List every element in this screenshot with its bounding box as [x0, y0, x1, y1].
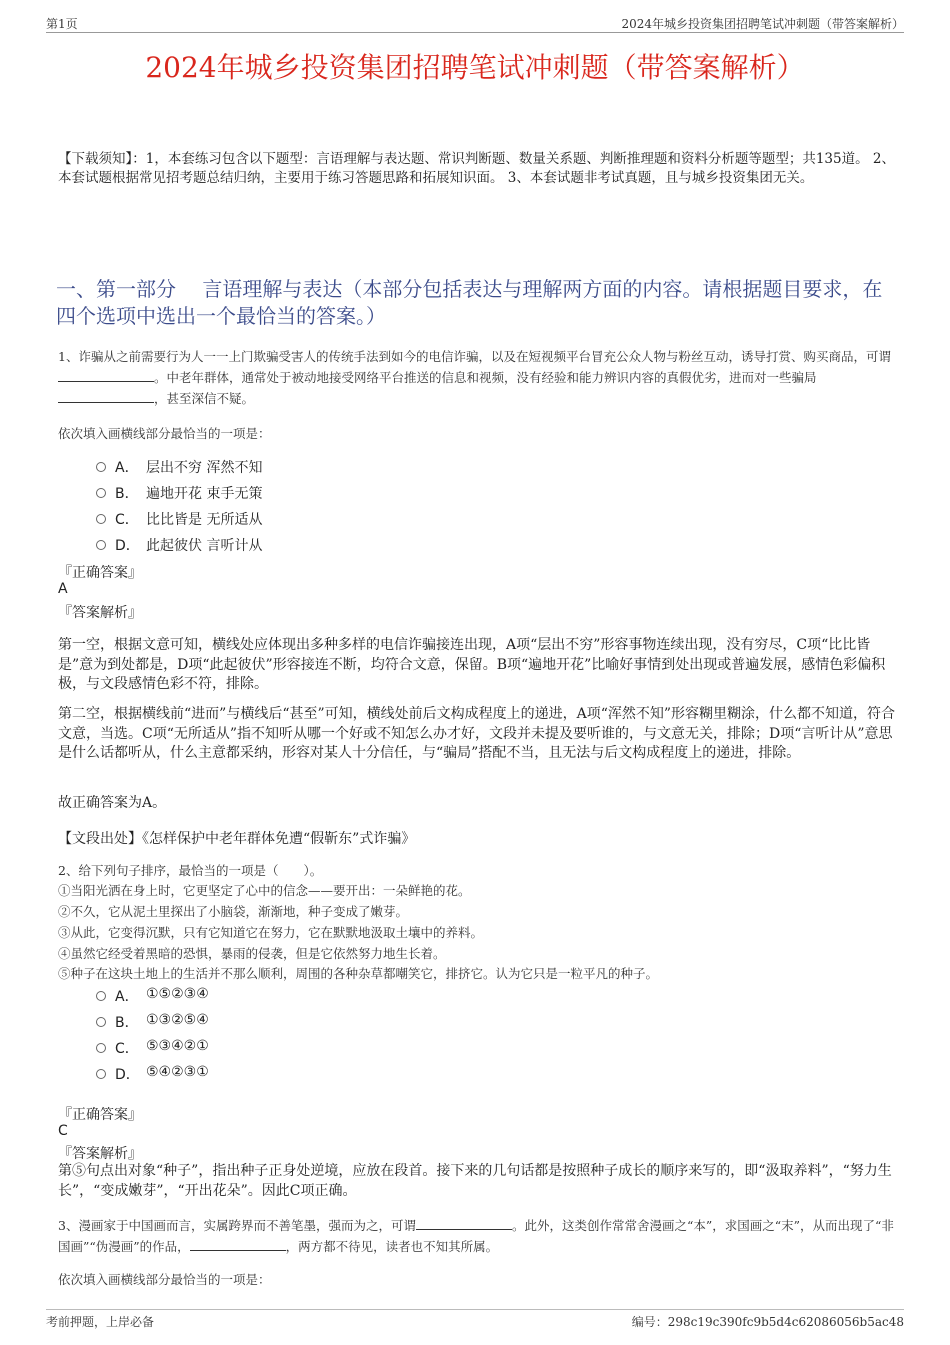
q3-blank-1 [416, 1217, 512, 1230]
option-text: ①③②⑤④ [146, 1012, 209, 1028]
document-title: 2024年城乡投资集团招聘笔试冲刺题（带答案解析） [145, 51, 805, 84]
q1-analysis-label: 『答案解析』 [58, 605, 142, 621]
radio-icon[interactable] [96, 991, 106, 1001]
q2-sentence-5: ⑤种子在这块土地上的生活并不那么顺利，周围的各种杂草都嘲笑它，排挤它。认为它只是一粒平凡的种子。 [58, 966, 659, 981]
q1-analysis-paragraph-2: 第二空，根据横线前“进而”与横线后“甚至”可知，横线处前后文构成程度上的递进，A项“浑然不知”形容糊里糊涂，什么都不知道，符合文意，当选。C项“无所适从”指不知听从哪一个好或不知怎么办才好，文段并未提及要听谁的，与文意无关，排除；D项“言听计从”意思是什么话都听从，什么主意都采纳，形容对某人十分信任，与“骗局”搭配不当，且无法与后文构成程度上的递进，排除。 [58, 706, 896, 761]
option-text: ⑤④②③① [146, 1064, 209, 1080]
option-letter: A． [115, 460, 139, 476]
option-letter: A． [115, 989, 139, 1005]
q1-prompt: 依次填入画横线部分最恰当的一项是： [58, 426, 271, 441]
radio-icon[interactable] [96, 1017, 106, 1027]
option-text: ⑤③④②① [146, 1038, 209, 1054]
footer-doc-id: 编号：298c19c390fc9b5d4c62086056b5ac48 [631, 1315, 904, 1329]
footer-slogan: 考前押题，上岸必备 [46, 1315, 155, 1329]
q2-answer: C [58, 1123, 68, 1139]
section-heading: 一、第一部分 言语理解与表达（本部分包括表达与理解两方面的内容。请根据题目要求，在四个选项中选出一个最恰当的答案。） [56, 277, 883, 328]
q1-blank-2 [58, 390, 154, 403]
option-letter: C． [115, 512, 139, 528]
footer-divider [46, 1309, 904, 1310]
q2-analysis: 第⑤句点出对象“种子”，指出种子正身处逆境，应放在段首。接下来的几句话都是按照种子成长的顺序来写的，即“汲取养料”，“努力生长”，“变成嫩芽”，“开出花朵”。因此C项正确。 [58, 1163, 892, 1199]
question-3-stem [58, 1215, 898, 1257]
q1-answer: A [58, 581, 68, 597]
q1-blank-1 [58, 369, 154, 382]
option-text: 层出不穷 浑然不知 [146, 460, 263, 476]
q1-analysis-paragraph-1: 第一空，根据文意可知，横线处应体现出多种多样的电信诈骗接连出现，A项“层出不穷”形容事物连续出现，没有穷尽，C项“比比皆是”意为到处都是，D项“此起彼伏”形容接连不断，均符合文意，保留。B项“遍地开花”比喻好事情到处出现或普遍发展，感情色彩偏积极，与文段感情色彩不符，排除。 [58, 637, 886, 692]
q3-text-part-b: 。此外，这类创作常常舍漫画之“本”，求国画之“末”，从而出现了“非国画”“伪漫画”的作品， [58, 1218, 894, 1254]
q2-sentence-1: ①当阳光洒在身上时，它更坚定了心中的信念——要开出：一朵鲜艳的花。 [58, 883, 471, 898]
radio-icon[interactable] [96, 1069, 106, 1079]
page-number: 第1页 [46, 17, 78, 31]
question-1-stem [58, 346, 898, 409]
download-notice: 【下载须知】：1，本套练习包含以下题型：言语理解与表达题、常识判断题、数量关系题、判断推理题和资料分析题等题型；共135道。 2、本套试题根据常见招考题总结归纳，主要用于练习答题思路和拓展知识面。 3、本套试题非考试真题，且与城乡投资集团无关。 [58, 151, 895, 186]
q3-text-part-a: 3、漫画家于中国画而言，实属跨界而不善笔墨，强而为之，可谓 [58, 1218, 416, 1233]
radio-icon[interactable] [96, 488, 106, 498]
q1-text-part-a: 1、诈骗从之前需要行为人一一上门欺骗受害人的传统手法到如今的电信诈骗，以及在短视频平台冒充公众人物与粉丝互动，诱导打赏、购买商品，可谓 [58, 349, 891, 364]
radio-icon[interactable] [96, 514, 106, 524]
q1-answer-label: 『正确答案』 [58, 565, 142, 581]
q3-blank-2 [190, 1238, 286, 1251]
q3-prompt: 依次填入画横线部分最恰当的一项是： [58, 1272, 271, 1287]
q2-answer-label: 『正确答案』 [58, 1107, 142, 1123]
q2-sentence-3: ③从此，它变得沉默，只有它知道它在努力，它在默默地汲取土壤中的养料。 [58, 925, 484, 940]
option-letter: B． [115, 486, 139, 502]
option-text: 此起彼伏 言听计从 [146, 538, 263, 554]
option-text: 比比皆是 无所适从 [146, 512, 263, 528]
option-text: ①⑤②③④ [146, 986, 209, 1002]
question-2-stem: 2、给下列句子排序，最恰当的一项是（ ）。 [58, 863, 323, 878]
option-letter: C． [115, 1041, 139, 1057]
radio-icon[interactable] [96, 462, 106, 472]
header-doc-title: 2024年城乡投资集团招聘笔试冲刺题（带答案解析） [621, 17, 904, 31]
q2-analysis-label: 『答案解析』 [58, 1146, 142, 1162]
radio-icon[interactable] [96, 1043, 106, 1053]
q2-sentence-2: ②不久，它从泥土里探出了小脑袋，渐渐地，种子变成了嫩芽。 [58, 904, 409, 919]
q2-sentence-4: ④虽然它经受着黑暗的恐惧，暴雨的侵袭，但是它依然努力地生长着。 [58, 946, 446, 961]
option-letter: B． [115, 1015, 139, 1031]
q1-text-part-c: ，甚至深信不疑。 [154, 391, 255, 406]
radio-icon[interactable] [96, 540, 106, 550]
q1-conclusion: 故正确答案为A。 [58, 795, 167, 811]
option-text: 遍地开花 束手无策 [146, 486, 263, 502]
option-letter: D． [115, 1067, 140, 1083]
q3-text-part-c: ，两方都不待见，读者也不知其所属。 [285, 1239, 499, 1254]
page-header [46, 12, 904, 33]
q1-text-part-b: 。中老年群体，通常处于被动地接受网络平台推送的信息和视频，没有经验和能力辨识内容的真假优劣，进而对一些骗局 [154, 370, 817, 385]
q1-source: 【文段出处】《怎样保护中老年群体免遭“假靳东”式诈骗》 [58, 831, 416, 847]
option-letter: D． [115, 538, 140, 554]
